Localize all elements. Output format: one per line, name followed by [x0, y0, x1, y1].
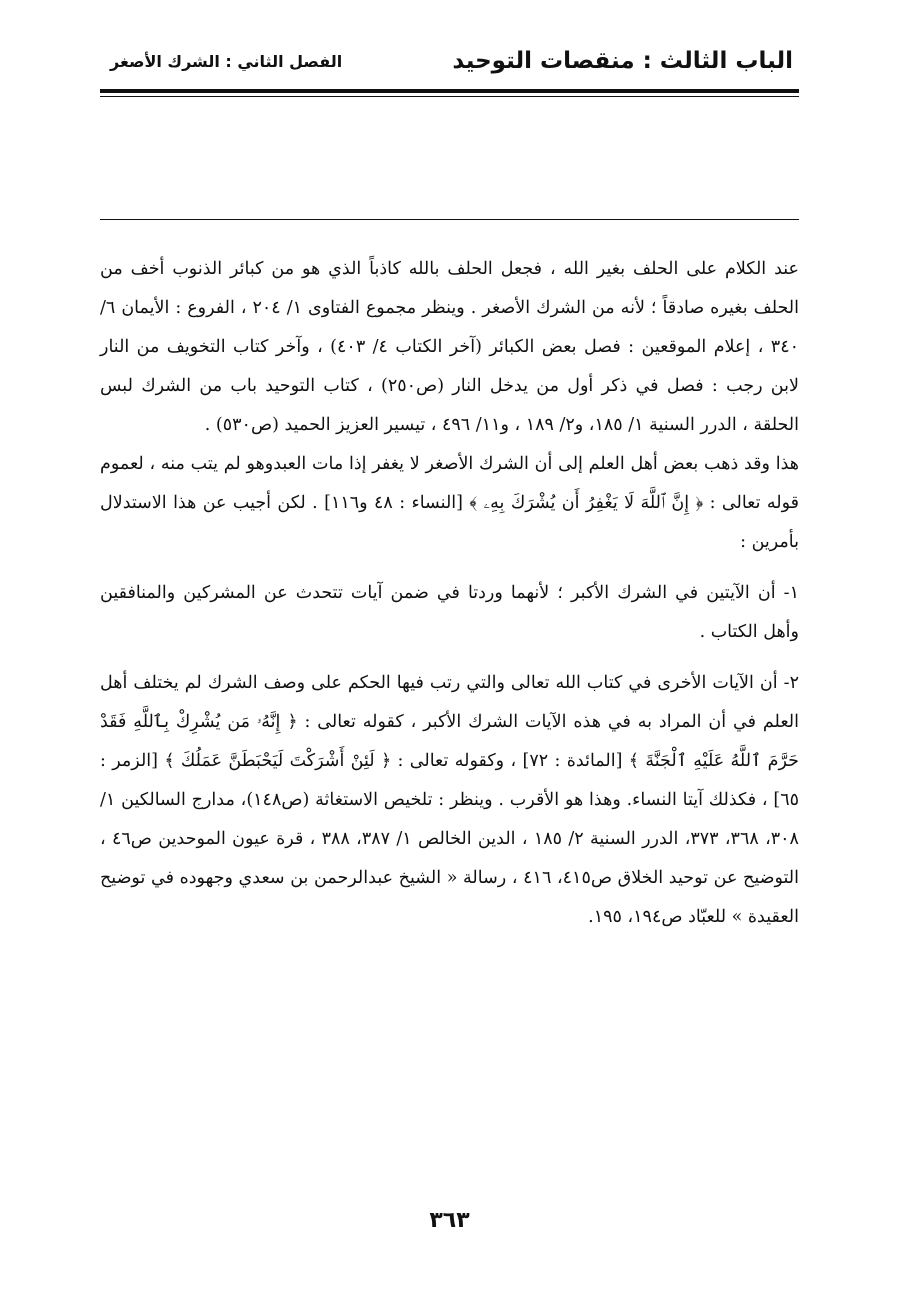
section-title: الفصل الثاني : الشرك الأصغر — [110, 52, 343, 71]
page-number: ٣٦٣ — [429, 1208, 470, 1233]
running-header — [100, 46, 799, 86]
header-rule-thin — [100, 96, 799, 97]
footnote-body — [100, 250, 799, 937]
footnote-paragraph-2: هذا وقد ذهب بعض أهل العلم إلى أن الشرك الأصغر لا يغفر إذا مات العبدوهو لم يتب منه ، لعموم قوله تعالى : ﴿ إِنَّ ٱللَّهَ لَا يَغْفِرُ أَن يُشْرَكَ بِهِۦ ﴾ [النساء : ٤٨ و١١٦] . لكن أجيب عن هذا الاستدلال بأمرين : — [100, 454, 800, 552]
header-rule-thick — [100, 89, 799, 93]
footnote-separator — [100, 219, 799, 220]
footnote-paragraph-1: عند الكلام على الحلف بغير الله ، فجعل الحلف بالله كاذباً الذي هو من كبائر الذنوب أخف من الحلف بغيره صادقاً ؛ لأنه من الشرك الأصغر . وينظر مجموع الفتاوى ١/ ٢٠٤ ، الفروع : الأيمان ٦/ ٣٤٠ ، إعلام الموقعين : فصل بعض الكبائر (آخر الكتاب ٤/ ٤٠٣) ، وآخر كتاب التخويف من النار لابن رجب : فصل في ذكر أول من يدخل النار (ص٢٥٠) ، كتاب التوحيد باب من الشرك لبس الحلقة ، الدرر السنية ١/ ١٨٥، و٢/ ١٨٩ ، و١١/ ٤٩٦ ، تيسير العزيز الحميد (ص٥٣٠) . — [100, 259, 800, 435]
chapter-title: الباب الثالث : منقصات التوحيد — [452, 48, 793, 74]
footnote-paragraph-3: ١- أن الآيتين في الشرك الأكبر ؛ لأنهما وردتا في ضمن آيات تتحدث عن المشركين والمنافقين وأهل الكتاب . — [100, 583, 799, 642]
footnote-paragraph-4: ٢- أن الآيات الأخرى في كتاب الله تعالى والتي رتب فيها الحكم على وصف الشرك لم يختلف أهل العلم في أن المراد به في هذه الآيات الشرك الأكبر ، كقوله تعالى : ﴿ إِنَّهُۥ مَن يُشْرِكْ بِٱللَّهِ فَقَدْ حَرَّمَ ٱللَّهُ عَلَيْهِ ٱلْجَنَّةَ ﴾ [المائدة : ٧٢] ، وكقوله تعالى : ﴿ لَئِنْ أَشْرَكْتَ لَيَحْبَطَنَّ عَمَلُكَ ﴾ [الزمر : ٦٥] ، فكذلك آيتا النساء. وهذا هو الأقرب . وينظر : تلخيص الاستغاثة (ص١٤٨)، مدارج السالكين ١/ ٣٠٨، ٣٦٨، ٣٧٣، الدرر السنية ٢/ ١٨٥ ، الدين الخالص ١/ ٣٨٧، ٣٨٨ ، قرة عيون الموحدين ص٤٦ ، التوضيح عن توحيد الخلاق ص٤١٥، ٤١٦ ، رسالة « الشيخ عبدالرحمن بن سعدي وجهوده في توضيح العقيدة » للعبّاد ص١٩٤، ١٩٥. — [100, 673, 800, 927]
